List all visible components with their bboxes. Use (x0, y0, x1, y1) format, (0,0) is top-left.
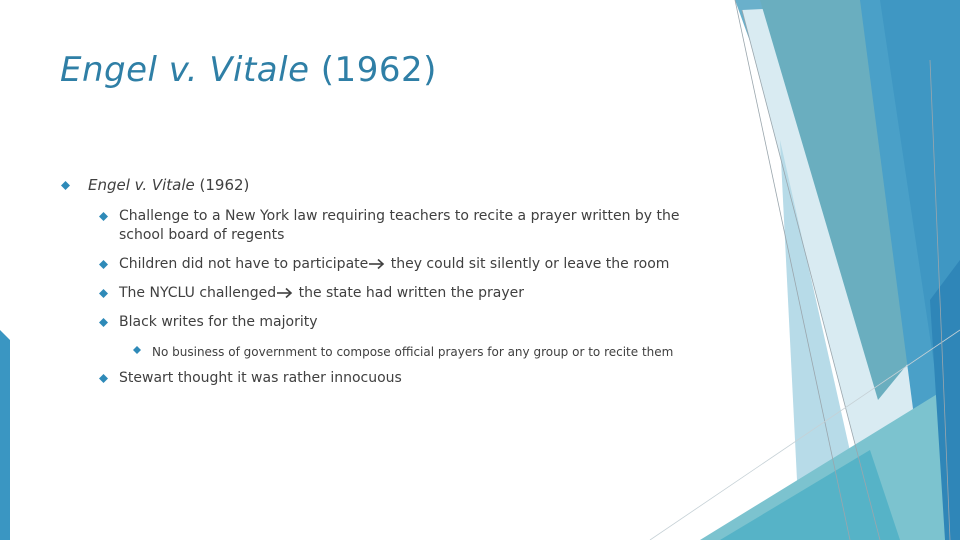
diamond-bullet-icon (99, 212, 108, 221)
right-arrow-icon (368, 258, 386, 270)
list-item: The NYCLU challenged the state had written the prayer (119, 284, 719, 303)
diamond-bullet-icon (133, 346, 141, 354)
diamond-bullet-icon (61, 181, 70, 190)
list-item: No business of government to compose official prayers for any group or to recite them (152, 343, 673, 362)
slide-title: Engel v. Vitale (1962) (60, 50, 437, 90)
diamond-bullet-icon (99, 260, 108, 269)
diamond-bullet-icon (99, 374, 108, 383)
right-arrow-icon (276, 287, 294, 299)
list-item: Children did not have to participate they could sit silently or leave the room (119, 255, 719, 274)
diamond-bullet-icon (99, 318, 108, 327)
list-item: Stewart thought it was rather innocuous (119, 369, 719, 388)
list-item: Engel v. Vitale (1962) (88, 176, 249, 195)
list-item: Challenge to a New York law requiring teachers to recite a prayer written by the school board of regents (119, 207, 719, 245)
diamond-bullet-icon (99, 289, 108, 298)
list-item: Black writes for the majority (119, 313, 719, 332)
